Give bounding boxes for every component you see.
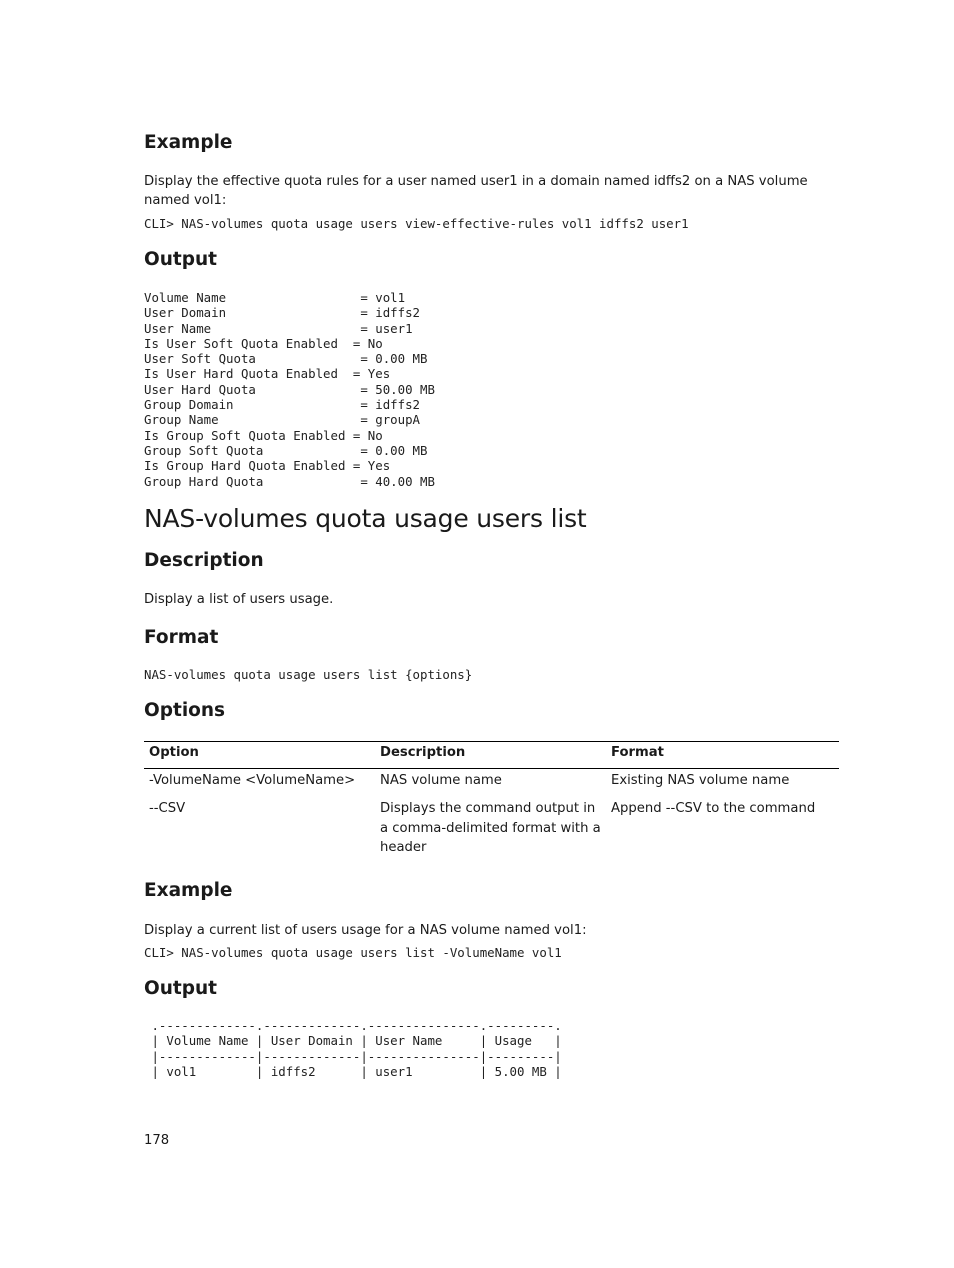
output-line: Is Group Hard Quota Enabled = Yes <box>144 458 391 474</box>
output-heading: Output <box>144 978 217 999</box>
output-line: Group Name = groupA <box>144 412 421 428</box>
table-cell: NAS volume name <box>380 773 502 788</box>
table-cell: Existing NAS volume name <box>611 773 790 788</box>
output-line: Group Hard Quota = 40.00 MB <box>144 473 435 489</box>
output-line: .-------------.-------------.---------------.---------. <box>144 1018 562 1033</box>
format-command: NAS-volumes quota usage users list {options} <box>144 667 473 682</box>
table-row <box>144 771 839 795</box>
output-heading: Output <box>144 249 217 270</box>
table-cell: --CSV <box>149 801 186 816</box>
column-header-description: Description <box>380 745 466 760</box>
example-command: CLI> NAS-volumes quota usage users list -VolumeName vol1 <box>144 945 562 960</box>
example-heading: Example <box>144 880 233 901</box>
example-description: Display a current list of users usage for a NAS volume named vol1: <box>144 923 587 938</box>
output-line: User Hard Quota = 50.00 MB <box>144 381 435 397</box>
page-number: 178 <box>144 1133 170 1148</box>
table-cell: Append --CSV to the command <box>611 801 816 816</box>
output-line: Group Domain = idffs2 <box>144 397 421 413</box>
output-line: User Name = user1 <box>144 320 413 336</box>
format-heading: Format <box>144 627 219 648</box>
output-line: User Soft Quota = 0.00 MB <box>144 351 428 367</box>
table-row <box>144 799 839 861</box>
output-table-block <box>144 1018 562 1079</box>
output-line: | vol1 | idffs2 | user1 | 5.00 MB | <box>144 1063 562 1079</box>
options-heading: Options <box>144 700 226 721</box>
column-header-format: Format <box>611 745 664 760</box>
description-text: Display a list of users usage. <box>144 592 334 607</box>
output-line: Is User Hard Quota Enabled = Yes <box>144 366 391 382</box>
output-line: User Domain = idffs2 <box>144 305 421 321</box>
output-line: Is User Soft Quota Enabled = No <box>144 335 383 351</box>
table-cell: Displays the command output in a comma-delimited format with a header <box>380 801 601 855</box>
example-command: CLI> NAS-volumes quota usage users view-effective-rules vol1 idffs2 user1 <box>144 216 689 231</box>
column-header-option: Option <box>149 745 199 760</box>
table-cell: -VolumeName <VolumeName> <box>149 773 356 788</box>
description-heading: Description <box>144 550 264 571</box>
output-line: | Volume Name | User Domain | User Name | Usage | <box>144 1033 562 1049</box>
output-line: Volume Name = vol1 <box>144 290 406 305</box>
example-description: Display the effective quota rules for a user named user1 in a domain named idffs2 on a NAS volume named vol1: <box>144 174 808 208</box>
output-line: |-------------|-------------|---------------|---------| <box>144 1048 562 1064</box>
table-header-row <box>144 741 839 769</box>
output-line: Is Group Soft Quota Enabled = No <box>144 427 383 443</box>
example-heading: Example <box>144 132 233 153</box>
section-title: NAS-volumes quota usage users list <box>144 504 587 533</box>
output-line: Group Soft Quota = 0.00 MB <box>144 442 428 458</box>
options-table <box>144 741 839 861</box>
output-code-block <box>144 290 435 489</box>
